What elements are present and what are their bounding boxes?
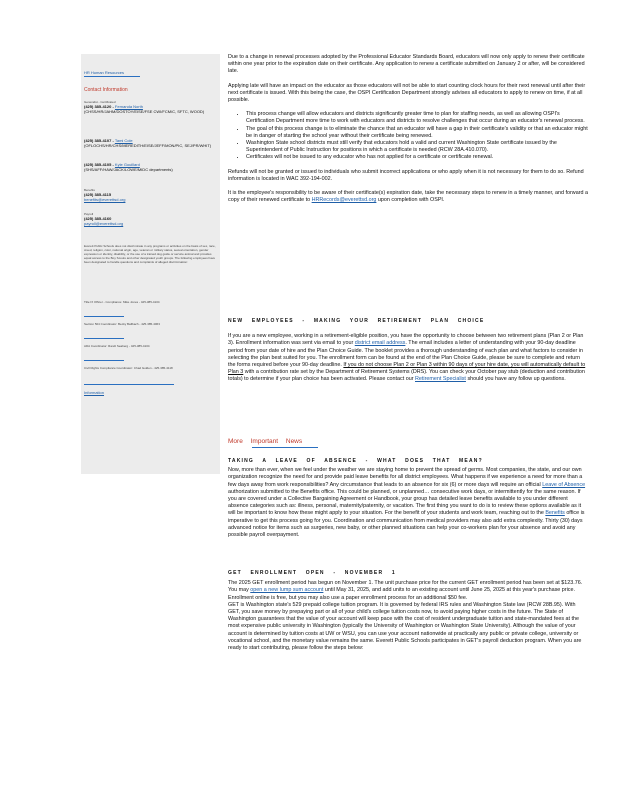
retirement-heading: NEW EMPLOYEES - MAKING YOUR RETIREMENT PLAN CHOICE [228, 318, 485, 324]
responsibility-text: It is the employee's responsibility to be aware of their certificate(s) expiration date, take the necessary steps to renew in a timely manner, and forward a copy of their renewed certificate to [228, 190, 588, 204]
leave-text-a: Now, more than ever, when we feel under the weather we are staying home to prevent the spread of germs. Most companies, the state, and our own organization recognize the need for and provide paid leave benefits for all district employees. What happens if we experience a need for more than a few days away from work responsibilities? Any circumstance that leads to an absence for six (6) or more days will require an official [228, 467, 583, 488]
sidebar-footer-link[interactable]: Information [84, 390, 105, 395]
officer-item: Section 504 Coordinator: Becky Ballbach - 425-385-4063 [84, 322, 160, 326]
contact-2 [84, 138, 216, 148]
sidebar-divider [84, 384, 174, 385]
list-item: • The goal of this process change is to eliminate the chance that an educator will have a gap in their certificate's validity or that an educator might be in danger of starting the school year without their certificate being renewed. [246, 126, 588, 140]
get-program-paragraph: GET is Washington state's 529 prepaid college tuition program. It is governed by federal IRS rules and Washington State law (RCW 28B.95). With GET, you save money by prepaying part or all of your child's college tuition costs now, to avoid paying higher costs in the future. The State of Washington guarantees that the value of your account will keep pace with the cost of resident undergraduate tuition and state-mandated fees at the most expensive public university in Washington (typically the University of Washington or Washington State University). Although the value of your account is determined by tuition costs at UW or WSU, you can use your account nationwide at practically any public or private college, university or vocational school, and the monetary value remains the same. Everett Public Schools participates in GET's payroll deduction program. When you are ready to start contributing, please follow the steps below: [228, 601, 582, 652]
renewal-section [228, 54, 588, 204]
benefits-phone: (425) 385-4115 [84, 192, 112, 197]
leave-of-absence-link[interactable]: Leave of Absence [542, 481, 586, 488]
officer-item: ADA Coordinator: Randi Seaberg - 425-385-4104 [84, 344, 150, 348]
late-application-paragraph: Applying late will have an impact on the educator as those educators will not be able to start counting clock hours for their next renewal until after their next certificate is issued. With this being the case, the OSPI Certification Department strongly advises all educators to apply to renew on time, if at all possible. [228, 82, 586, 104]
responsibility-paragraph [228, 190, 588, 204]
leave-heading: TAKING A LEAVE OF ABSENCE - WHAT DOES THAT MEAN? [228, 458, 483, 464]
retirement-text-c: with a contribution rate set by the Department of Retirement Systems (DRS). You can check your October pay stub (deduction and contribution totals) to determine if your plan choice has been activated. Please contact our [228, 369, 585, 383]
retirement-text-a: If you are a new employee, working in a retirement-eligible position, you have the opportunity to choose between two retirement plans (Plan 2 or Plan 3). Enrollment information was sent via email to your [228, 333, 584, 347]
payroll-email[interactable]: payroll@everettsd.org [84, 221, 124, 226]
contact-3-link[interactable]: Kyle Gouillard [114, 162, 140, 167]
renewal-intro-a: Due to a change in renewal processes adopted by the Professional Educator Standards Board, educators will now only apply to renew their certificate within one year prior to the expiration date on their certificate. [228, 54, 585, 68]
list-item: • This process change will allow educators and districts significantly greater time to plan for staffing needs, as well as allowing OSPI's Certification Department more time to work with educators and districts to resolve challenges that occur during an educator's renewal process. [246, 111, 588, 125]
contact-1-phone: (425) 385-4120 - [84, 104, 114, 109]
contact-1-note: (CHSS/HR/JAHM/DOSTOY/EISE/FSE CWI/FCM/C, SFTC, WOOD) [84, 109, 205, 114]
contact-2-note: (OFLOCHS/HR/CHS/MEREDITH/EISE/JEFF/MON/PIC, SEJ/PR/WHIT) [84, 143, 212, 148]
hr-records-link[interactable]: HRRecords@everettsd.org [311, 197, 377, 204]
nondiscrimination-notice: Everett Public Schools does not discriminate in any programs or activities on the basis of sex, race, creed, religion, color, national origin, age, veteran or military status, sexual orientation, gender expression or identity, disability, or the use of a trained dog guide or service animal and provides equal access to the Boy Scouts and other designated youth groups. The following employees have been designated to handle questions and complaints of alleged discrimination: [84, 244, 216, 264]
retirement-text-b: . The email includes a letter of understanding with your 90-day deadline period from your date of hire and the Plan Choice Guide. The booklet provides a thorough understanding of each plan and what factors to consider in selecting the plan best suited for you. The enrollment form can be found at the end of the Plan Choice Guide, please be sure to complete and return the forms required before your 90-day deadline. [228, 340, 584, 369]
district-email-link[interactable]: district email address [354, 340, 406, 347]
renewal-intro-b: Any application to renew a certificate submitted on January 2 or after, will be considered late. [228, 61, 585, 75]
list-item: • Certificates will not be issued to any educator who has not applied for a certificate or certificate renewal. [246, 154, 588, 161]
benefits-email[interactable]: benefits@everettsd.org [84, 197, 126, 202]
retirement-section [228, 318, 588, 384]
get-text-a: The 2025 GET enrollment period has begun on November 1. The unit purchase price for the current GET enrollment period has been set at $123.76. You may [228, 580, 583, 594]
get-text-b: until May 31, 2025, and add units to an existing account until June 25, 2025 at this year's purchase price. Enrollment online is free, but you may also use a paper enrollment process for an additional $50 fee. [228, 587, 575, 601]
contact-1 [84, 100, 216, 114]
contact-heading: Contact Information [84, 87, 128, 93]
get-heading: GET ENROLLMENT OPEN - NOVEMBER 1 [228, 570, 396, 576]
contact-3-note: (SHS/AFF/HAW/JACK/LOWE/MIDC departments) [84, 167, 173, 172]
news-divider [252, 447, 318, 448]
payroll-label: Payroll [84, 212, 94, 216]
leave-paragraph [228, 467, 588, 539]
get-section [228, 570, 588, 652]
renewal-intro [228, 54, 588, 76]
retirement-text-d: should you have any follow up questions. [467, 376, 566, 383]
sidebar [81, 54, 220, 474]
sidebar-divider [84, 76, 140, 77]
contact-1-link[interactable]: Fernanda North [114, 104, 143, 109]
leave-section [228, 458, 588, 539]
retirement-default-note: If you do not choose Plan 2 or Plan 3 within 90 days of your hire date, you will automatically default to Plan 3 [228, 362, 586, 376]
benefits-link[interactable]: Benefits [545, 510, 565, 517]
benefits-contact [84, 188, 216, 202]
sidebar-divider [84, 316, 124, 317]
sidebar-divider [84, 360, 124, 361]
retirement-specialist-link[interactable]: Retirement Specialist [415, 376, 466, 383]
payroll-contact [84, 212, 216, 226]
news-heading: More Important News [228, 438, 303, 445]
sidebar-divider [84, 338, 124, 339]
officer-item: Title IX Officer - Compliance: Mike Jones - 425-385-4104 [84, 300, 160, 304]
contact-3 [84, 162, 216, 172]
contact-2-phone: (425) 385-4107 - [84, 138, 114, 143]
lump-sum-account-link[interactable]: open a new lump sum account [250, 587, 324, 594]
contact-2-link[interactable]: Tami Cole [114, 138, 133, 143]
contact-3-phone: (425) 385-4105 - [84, 162, 114, 167]
payroll-phone: (425) 385-4160 [84, 216, 112, 221]
officer-item: Civil Rights Compliance Coordinator: Chad Golden - 425-385-4118 [84, 366, 173, 370]
leave-text-b: authorization submitted to the Benefits office. This could be planned, or unplanned… consecutive work days, or intermittently for the same reason. If you are covered under a Collective Bargaining Agreement or Handbook, your group has detailed leave benefits available to you under different absence categories such as: illness, personal, maternity/paternity, or vacation. The first thing you want to do is to review these options available as it will be important to know how these might apply to your situation. For the benefit of your students and work team, reaching out to the [228, 488, 582, 517]
refund-paragraph: Refunds will not be granted or issued to individuals who submit incorrect applications or who apply when it is not necessary for them to do so. Refund information is located in WAC 392-194-002. [228, 168, 584, 182]
contact-1-role: Generalist - Certificated [84, 100, 116, 104]
list-item: • Washington State school districts must still verify that educators hold a valid and current Washington State certificate issued by the Superintendent of Public Instruction for positions in which a certificate is needed (RCW 28A.410.070). [246, 140, 588, 154]
responsibility-text-end: upon completion with OSPI. [377, 197, 445, 204]
renewal-bullets [228, 111, 588, 161]
sidebar-header: HR Human Resources [84, 70, 125, 75]
leave-text-c: office is imperative to get this process going for you. Coordination and communication from medical providers may also add extra complexity. Thirty (30) days advanced notice for items such as surgeries, new baby, or other planned situations can help your co-workers plan for your absence and avoid any possible payroll overpayment. [228, 510, 585, 539]
retirement-paragraph [228, 333, 588, 383]
get-paragraph [228, 580, 588, 602]
benefits-label: Benefits [84, 188, 95, 192]
